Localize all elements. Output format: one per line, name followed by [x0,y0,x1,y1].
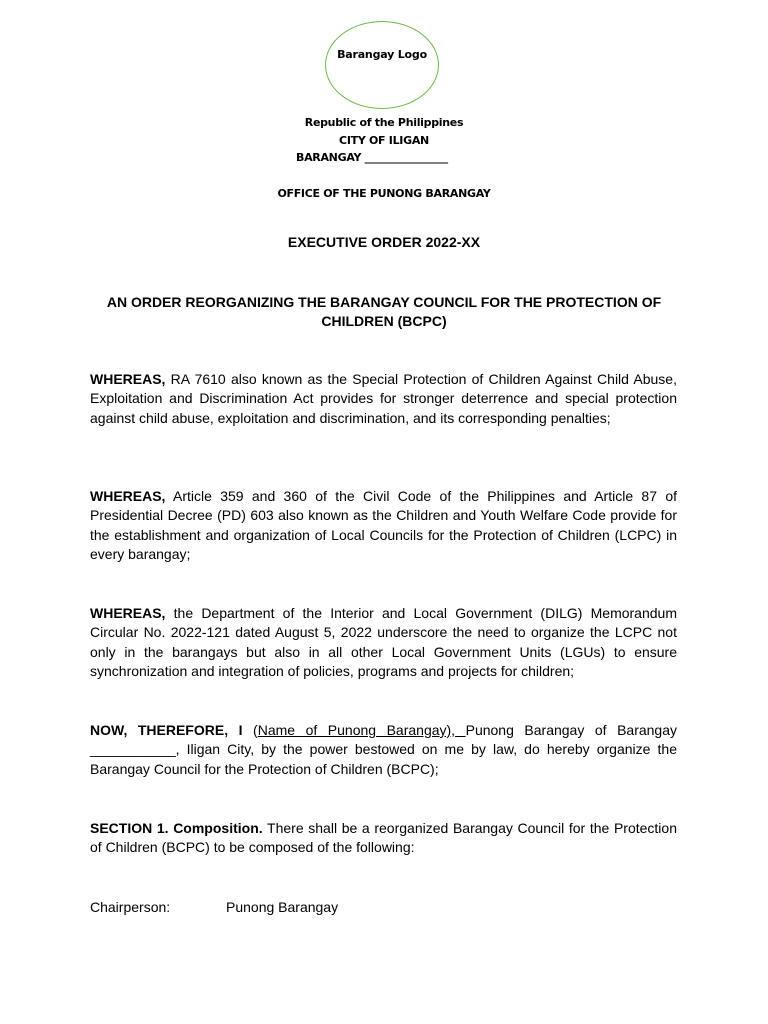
order-title: AN ORDER REORGANIZING THE BARANGAY COUNCIL FOR THE PROTECTION OF CHILDREN (BCPC) [106,294,662,329]
section-1-paragraph [90,819,677,858]
whereas-lead: WHEREAS, [90,605,166,621]
whereas-paragraph-3 [90,604,677,682]
barangay-logo-placeholder [325,21,439,109]
whereas-paragraph-1 [90,370,677,428]
whereas-text: the Department of the Interior and Local Government (DILG) Memorandum Circular No. 2022-121 dated August 5, 2022 underscore the need to organize the LCPC not only in the barangays but also in all other Local Government Units (LGUs) to ensure synchronization and integration of policies, programs and projects for children; [90,605,677,680]
section-1-heading: SECTION 1. Composition. [90,820,263,836]
republic-line: Republic of the Philippines [304,116,464,129]
composition-member: Punong Barangay [226,899,339,915]
whereas-text: Article 359 and 360 of the Civil Code of the Philippines and Article 87 of Presidential Decree (PD) 603 also known as the Children and Youth Welfare Code provide for the establishment and organization of Local Councils for the Protection of Children (LCPC) in every barangay; [90,488,677,563]
whereas-paragraph-2 [90,487,677,565]
now-therefore-paragraph [90,721,677,779]
whereas-lead: WHEREAS, [90,371,166,387]
whereas-text: RA 7610 also known as the Special Protection of Children Against Child Abuse, Exploitation and Discrimination Act provides for stronger deterrence and special protection against child abuse, exploitation and discrimination, and its corresponding penalties; [90,371,677,426]
city-line: CITY OF ILIGAN [339,134,429,147]
logo-label: Barangay Logo [337,47,427,61]
now-therefore-lead: NOW, THEREFORE, I [90,722,243,738]
office-line: OFFICE OF THE PUNONG BARANGAY [277,187,491,200]
open-paren: ( [242,722,258,738]
barangay-line: BARANGAY ________________ [296,151,448,164]
whereas-lead: WHEREAS, [90,488,166,504]
executive-order-number: EXECUTIVE ORDER 2022-XX [287,234,481,250]
name-placeholder: Name of Punong Barangay), [257,722,466,738]
composition-role: Chairperson: [90,899,171,915]
section-1-text: There shall be a reorganized Barangay Council for the Protection of Children (BCPC) to be composed of the following: [90,820,677,856]
composition-row [90,899,338,915]
now-therefore-text: Punong Barangay of Barangay ___________, Iligan City, by the power bestowed on me by law, do hereby organize the Barangay Council for the Protection of Children (BCPC); [90,722,677,777]
